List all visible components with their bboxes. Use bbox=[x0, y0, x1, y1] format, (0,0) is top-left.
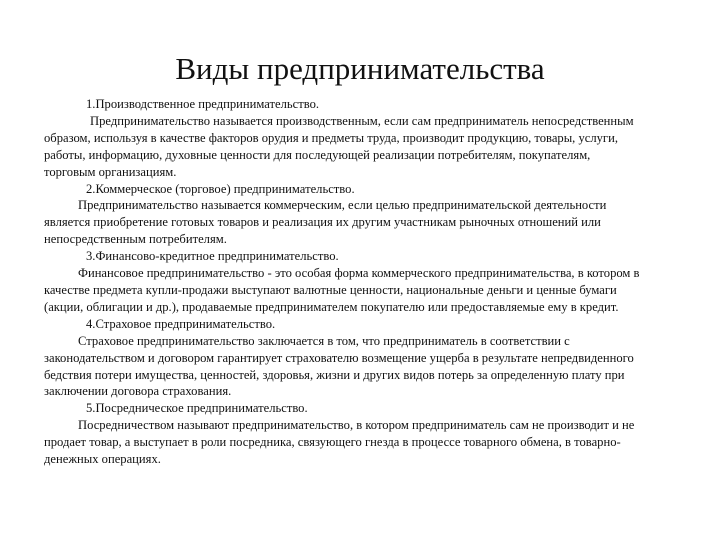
slide-body bbox=[44, 96, 644, 468]
section-text-commercial: Предпринимательство называется коммерческим, если целью предпринимательской деятельности является приобретение готовых товаров и реализация их другим участникам рыночных отношений или непосредственным потребителям. bbox=[44, 198, 607, 247]
section-text-intermediary: Посредничеством называют предпринимательство, в котором предприниматель сам не производит и не продает товар, а выступает в роли посредника, связующего гнезда в процессе товарного обмена, в товарно-денежных операциях. bbox=[44, 418, 635, 467]
section-text-finance: Финансовое предпринимательство - это особая форма коммерческого предпринимательства, в котором в качестве предмета купли-продажи выступают валютные ценности, национальные деньги и ценные бумаги (акции, облигации и др.), продаваемые предпринимателем покупателю или предоставляемые ему в кредит. bbox=[44, 266, 640, 314]
section-heading-production: 1.Производственное предпринимательство. bbox=[86, 97, 320, 111]
section-heading-commercial: 2.Коммерческое (торговое) предпринимательство. bbox=[86, 181, 355, 196]
section-heading-intermediary: 5.Посредническое предпринимательство. bbox=[86, 401, 308, 416]
section-text-insurance: Страховое предпринимательство заключается в том, что предприниматель в соответствии с законодательством и договором гарантирует страхователю возмещение ущерба в результате непредвиденного бедствия потери имущества, ценностей, здоровья, жизни и других видов потерь за определенную плату при заключении договора страхования. bbox=[44, 333, 634, 399]
section-text-production: Предпринимательство называется производственным, если сам предприниматель непосредственным образом, используя в качестве факторов орудия и предметы труда, производит продукцию, товары, услуги, работы, информацию, духовные ценности для последующей реализации потребителям, покупателям, торговым организациям. bbox=[44, 113, 634, 179]
slide-title: Виды предпринимательства bbox=[175, 51, 545, 86]
section-heading-insurance: 4.Страховое предпринимательство. bbox=[86, 316, 276, 331]
section-heading-finance: 3.Финансово-кредитное предпринимательство. bbox=[86, 249, 339, 264]
